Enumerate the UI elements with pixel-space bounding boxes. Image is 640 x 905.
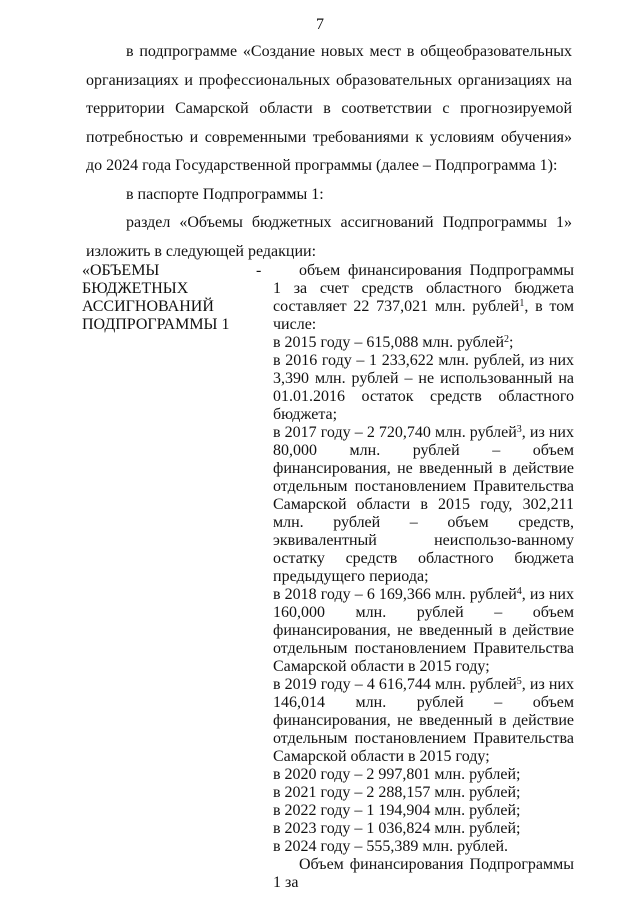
funding-entry-total: объем финансирования Подпрограммы 1 за счет средств областного бюджета составляет 22 737,021 млн. рублей$^1$, в том числе: — [273, 262, 575, 333]
funding-entry-2021: в 2021 году – 2 288,157 млн. рублей; — [273, 784, 521, 801]
funding-entry-2022: в 2022 году – 1 194,904 млн. рублей; — [273, 802, 521, 819]
funding-entry-2020: в 2020 году – 2 997,801 млн. рублей; — [273, 766, 521, 783]
heading-line: АССИГНОВАНИЙ — [82, 298, 214, 315]
heading-line: «ОБЪЕМЫ — [82, 262, 160, 279]
table-left-heading — [82, 262, 242, 334]
funding-entry-2015: в 2015 году – 615,088 млн. рублей$^2$; — [273, 334, 514, 351]
funding-entry-2024: в 2024 году – 555,389 млн. рублей. — [273, 838, 509, 855]
heading-line: БЮДЖЕТНЫХ — [82, 280, 189, 297]
footnote-mark: 4 — [516, 586, 522, 597]
separator-dash: - — [256, 262, 262, 279]
funding-entry-continuation: Объем финансирования Подпрограммы 1 за — [273, 856, 574, 891]
footnote-mark: 2 — [504, 334, 510, 345]
funding-entry-2016: в 2016 году – 1 233,622 млн. рублей, из них 3,390 млн. рублей – не использованный на 01.01.2016 остаток средств областного бюджета; — [273, 352, 574, 423]
funding-entry-2017: в 2017 году – 2 720,740 млн. рублей$^3$, из них 80,000 млн. рублей – объем финансирования, не введенный в действие отдельным постановлением Правительства Самарской области в 2015 году, 302,211 млн. рублей – объем средств, эквивалентный неиспользо-ванному остатку средств областного бюджета предыдущего периода; — [273, 424, 574, 585]
footnote-mark: 3 — [516, 424, 522, 435]
footnote-mark: 5 — [516, 676, 522, 687]
page-number: 7 — [316, 16, 324, 33]
funding-entry-2018: в 2018 году – 6 169,366 млн. рублей$^4$, из них 160,000 млн. рублей – объем финансирования, не введенный в действие отдельным постановлением Правительства Самарской области в 2015 году; — [273, 586, 574, 675]
footnote-mark: 1 — [519, 298, 525, 309]
intro-paragraph-subprogram: в подпрограмме «Создание новых мест в общеобразовательных организациях и профессиональных образовательных организациях на территории Самарской области в соответствии с прогнозируемой потребностью и современными требованиями к условиям обучения» до 2024 года Государственной программы (далее – Подпрограмма 1): — [86, 43, 572, 174]
funding-entry-2023: в 2023 году – 1 036,824 млн. рублей; — [273, 820, 521, 837]
heading-line: ПОДПРОГРАММЫ 1 — [82, 316, 230, 333]
funding-details — [273, 262, 574, 892]
intro-text — [86, 38, 572, 266]
funding-entry-2019: в 2019 году – 4 616,744 млн. рублей$^5$, из них 146,014 млн. рублей – объем финансирования, не введенный в действие отдельным постановлением Правительства Самарской области в 2015 году; — [273, 676, 574, 765]
intro-paragraph-passport: в паспорте Подпрограммы 1: — [126, 185, 324, 203]
intro-paragraph-section: раздел «Объемы бюджетных ассигнований Подпрограммы 1» изложить в следующей редакции: — [86, 214, 572, 260]
